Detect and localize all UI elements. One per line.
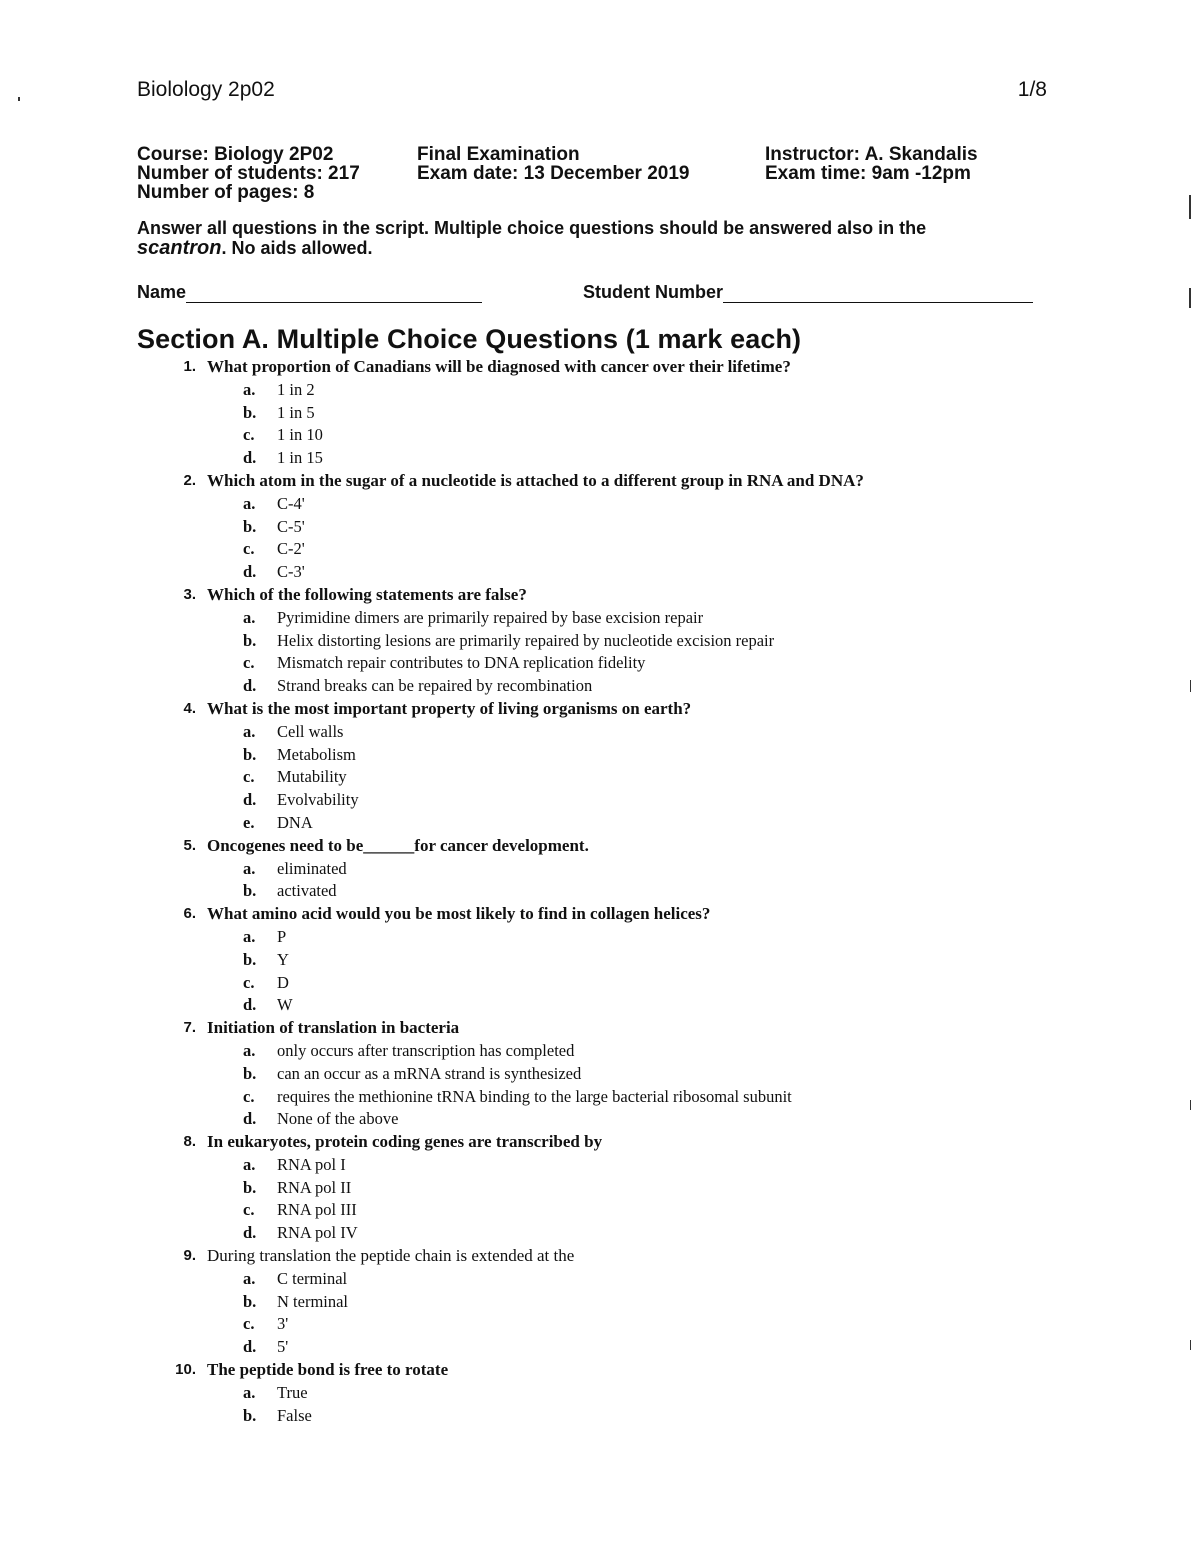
option-letter: b. xyxy=(243,881,257,901)
answer-option xyxy=(0,561,1200,584)
option-letter: d. xyxy=(243,676,257,696)
answer-option xyxy=(0,972,1200,995)
scan-mark xyxy=(1190,680,1191,692)
option-text: False xyxy=(277,1405,312,1425)
question-number: 5. xyxy=(183,836,196,854)
option-text: can an occur as a mRNA strand is synthesized xyxy=(277,1063,582,1083)
exam-type: Final Examination xyxy=(417,144,580,165)
pages-count: Number of pages: 8 xyxy=(137,182,315,203)
option-letter: b. xyxy=(243,1405,257,1425)
answer-option xyxy=(0,447,1200,470)
option-text: Mutability xyxy=(277,767,347,787)
option-letter: a. xyxy=(243,721,256,741)
option-text: Evolvability xyxy=(277,790,359,810)
course-label: Course: Biology 2P02 xyxy=(137,144,334,165)
answer-option xyxy=(0,994,1200,1017)
answer-option xyxy=(0,1108,1200,1131)
option-text: 1 in 5 xyxy=(277,402,315,422)
option-letter: d. xyxy=(243,1223,257,1243)
answer-option xyxy=(0,516,1200,539)
answer-option xyxy=(0,789,1200,812)
option-text: None of the above xyxy=(277,1109,399,1129)
student-number-label: Student Number xyxy=(583,282,724,302)
question-number: 9. xyxy=(183,1247,196,1265)
option-letter: d. xyxy=(243,790,257,810)
page-number: 1/8 xyxy=(1017,78,1047,101)
option-text: activated xyxy=(277,881,337,901)
name-label: Name xyxy=(137,282,187,302)
answer-option xyxy=(0,1086,1200,1109)
option-letter: a. xyxy=(243,1268,256,1288)
question-8 xyxy=(0,1131,1200,1245)
instructions xyxy=(137,218,1017,258)
option-text: Y xyxy=(277,949,289,969)
answer-option xyxy=(0,1405,1200,1428)
question-stem xyxy=(0,584,1200,607)
answer-option xyxy=(0,1222,1200,1245)
answer-option xyxy=(0,1336,1200,1359)
question-7 xyxy=(0,1017,1200,1131)
option-letter: c. xyxy=(243,1200,255,1220)
question-stem xyxy=(0,1245,1200,1268)
question-stem xyxy=(0,356,1200,379)
question-list xyxy=(0,356,1200,1427)
option-letter: c. xyxy=(243,653,255,673)
instructions-text-end: . No aids allowed. xyxy=(221,238,373,258)
question-6 xyxy=(0,903,1200,1017)
option-text: 1 in 15 xyxy=(277,448,323,468)
option-letter: a. xyxy=(243,1382,256,1402)
question-number: 10. xyxy=(175,1361,196,1379)
option-letter: c. xyxy=(243,1086,255,1106)
option-letter: b. xyxy=(243,744,257,764)
option-letter: e. xyxy=(243,812,255,832)
option-text: 1 in 2 xyxy=(277,379,315,399)
option-text: Cell walls xyxy=(277,721,344,741)
question-text: What proportion of Canadians will be diagnosed with cancer over their lifetime? xyxy=(207,357,791,376)
option-text: Strand breaks can be repaired by recombination xyxy=(277,676,593,696)
option-letter: a. xyxy=(243,858,256,878)
question-stem xyxy=(0,1017,1200,1040)
option-letter: b. xyxy=(243,402,257,422)
question-stem xyxy=(0,835,1200,858)
option-text: W xyxy=(277,995,293,1015)
answer-option xyxy=(0,1154,1200,1177)
option-text: DNA xyxy=(277,812,313,832)
option-letter: c. xyxy=(243,767,255,787)
answer-option xyxy=(0,1313,1200,1336)
question-4 xyxy=(0,698,1200,835)
option-text: C-4' xyxy=(277,493,305,513)
option-text: only occurs after transcription has completed xyxy=(277,1040,575,1060)
option-text: 5' xyxy=(277,1337,289,1357)
section-title: Section A. Multiple Choice Questions (1 mark each) xyxy=(137,324,802,354)
student-number-blank-line[interactable] xyxy=(723,284,1033,303)
option-letter: d. xyxy=(243,1109,257,1129)
option-letter: c. xyxy=(243,1314,255,1334)
question-5 xyxy=(0,835,1200,903)
question-text: During translation the peptide chain is extended at the xyxy=(207,1246,575,1266)
answer-option xyxy=(0,1063,1200,1086)
question-stem xyxy=(0,698,1200,721)
option-text: eliminated xyxy=(277,858,347,878)
option-text: 3' xyxy=(277,1314,289,1334)
question-text: What is the most important property of living organisms on earth? xyxy=(207,698,692,718)
scan-mark xyxy=(1190,1100,1191,1110)
answer-option xyxy=(0,1177,1200,1200)
question-number: 3. xyxy=(183,585,196,603)
answer-option xyxy=(0,1040,1200,1063)
students-count: Number of students: 217 xyxy=(137,163,360,184)
option-text: RNA pol II xyxy=(277,1177,352,1197)
option-text: RNA pol III xyxy=(277,1200,357,1220)
option-text: requires the methionine tRNA binding to the large bacterial ribosomal subunit xyxy=(277,1086,792,1106)
option-text: C terminal xyxy=(277,1268,348,1288)
option-letter: a. xyxy=(243,607,256,627)
option-letter: b. xyxy=(243,516,257,536)
answer-option xyxy=(0,1268,1200,1291)
option-text: P xyxy=(277,926,287,946)
answer-option xyxy=(0,630,1200,653)
answer-option xyxy=(0,721,1200,744)
option-text: C-3' xyxy=(277,562,305,582)
scantron-term: scantron xyxy=(137,237,222,259)
question-text: Oncogenes need to be______for cancer development. xyxy=(207,835,589,855)
option-letter: c. xyxy=(243,972,255,992)
answer-option xyxy=(0,880,1200,903)
option-letter: d. xyxy=(243,562,257,582)
answer-option xyxy=(0,379,1200,402)
option-text: Mismatch repair contributes to DNA replication fidelity xyxy=(277,653,646,673)
question-text: What amino acid would you be most likely to find in collagen helices? xyxy=(207,904,711,924)
option-text: D xyxy=(277,972,289,992)
question-text: Initiation of translation in bacteria xyxy=(207,1018,460,1038)
answer-option xyxy=(0,812,1200,835)
option-text: C-5' xyxy=(277,516,305,536)
option-letter: a. xyxy=(243,379,256,399)
option-letter: c. xyxy=(243,425,255,445)
scan-mark xyxy=(1189,288,1191,308)
option-text: N terminal xyxy=(277,1291,349,1311)
option-text: RNA pol I xyxy=(277,1154,346,1174)
question-number: 2. xyxy=(183,471,196,489)
option-letter: a. xyxy=(243,926,256,946)
answer-option xyxy=(0,607,1200,630)
scan-mark xyxy=(18,97,20,101)
option-letter: b. xyxy=(243,949,257,969)
question-stem xyxy=(0,470,1200,493)
instructor: Instructor: A. Skandalis xyxy=(765,144,978,165)
name-field[interactable] xyxy=(137,282,482,303)
option-letter: b. xyxy=(243,1063,257,1083)
option-letter: b. xyxy=(243,630,257,650)
answer-option xyxy=(0,949,1200,972)
question-9 xyxy=(0,1245,1200,1359)
meta-column-instructor xyxy=(765,145,978,183)
student-number-field[interactable] xyxy=(583,282,1033,303)
answer-option xyxy=(0,766,1200,789)
meta-column-course xyxy=(137,145,360,202)
question-number: 6. xyxy=(183,905,196,923)
answer-option xyxy=(0,858,1200,881)
option-letter: c. xyxy=(243,539,255,559)
answer-option xyxy=(0,926,1200,949)
exam-time: Exam time: 9am -12pm xyxy=(765,163,971,184)
answer-option xyxy=(0,675,1200,698)
answer-option xyxy=(0,1199,1200,1222)
option-letter: b. xyxy=(243,1177,257,1197)
option-letter: a. xyxy=(243,1040,256,1060)
option-letter: d. xyxy=(243,995,257,1015)
question-3 xyxy=(0,584,1200,698)
option-text: Pyrimidine dimers are primarily repaired by base excision repair xyxy=(277,607,704,627)
exam-date: Exam date: 13 December 2019 xyxy=(417,163,690,184)
question-number: 7. xyxy=(183,1019,196,1037)
page-header xyxy=(137,78,1047,106)
question-10 xyxy=(0,1359,1200,1427)
meta-column-exam xyxy=(417,145,690,183)
question-number: 8. xyxy=(183,1133,196,1151)
question-text: The peptide bond is free to rotate xyxy=(207,1360,449,1380)
question-1 xyxy=(0,356,1200,470)
option-text: 1 in 10 xyxy=(277,425,323,445)
question-text: In eukaryotes, protein coding genes are transcribed by xyxy=(207,1132,603,1152)
scan-mark xyxy=(1190,1340,1191,1350)
answer-option xyxy=(0,652,1200,675)
question-text: Which atom in the sugar of a nucleotide is attached to a different group in RNA and DNA? xyxy=(207,470,864,490)
question-number: 4. xyxy=(183,699,196,717)
answer-option xyxy=(0,402,1200,425)
question-stem xyxy=(0,1131,1200,1154)
option-letter: a. xyxy=(243,1154,256,1174)
name-blank-line[interactable] xyxy=(186,284,482,303)
answer-option xyxy=(0,538,1200,561)
answer-option xyxy=(0,1382,1200,1405)
question-stem xyxy=(0,903,1200,926)
option-letter: b. xyxy=(243,1291,257,1311)
course-title: Biolology 2p02 xyxy=(137,78,275,101)
option-text: Helix distorting lesions are primarily repaired by nucleotide excision repair xyxy=(277,630,775,650)
answer-option xyxy=(0,744,1200,767)
option-text: True xyxy=(277,1382,308,1402)
answer-option xyxy=(0,424,1200,447)
answer-option xyxy=(0,493,1200,516)
option-text: RNA pol IV xyxy=(277,1223,358,1243)
option-letter: a. xyxy=(243,493,256,513)
option-letter: d. xyxy=(243,1337,257,1357)
answer-option xyxy=(0,1291,1200,1314)
question-text: Which of the following statements are false? xyxy=(207,584,527,604)
scan-mark xyxy=(1189,195,1191,219)
option-text: C-2' xyxy=(277,539,305,559)
instructions-text: Answer all questions in the script. Multiple choice questions should be answered also in the xyxy=(137,218,927,238)
option-letter: d. xyxy=(243,448,257,468)
option-text: Metabolism xyxy=(277,744,356,764)
question-number: 1. xyxy=(183,358,196,375)
question-2 xyxy=(0,470,1200,584)
question-stem xyxy=(0,1359,1200,1382)
